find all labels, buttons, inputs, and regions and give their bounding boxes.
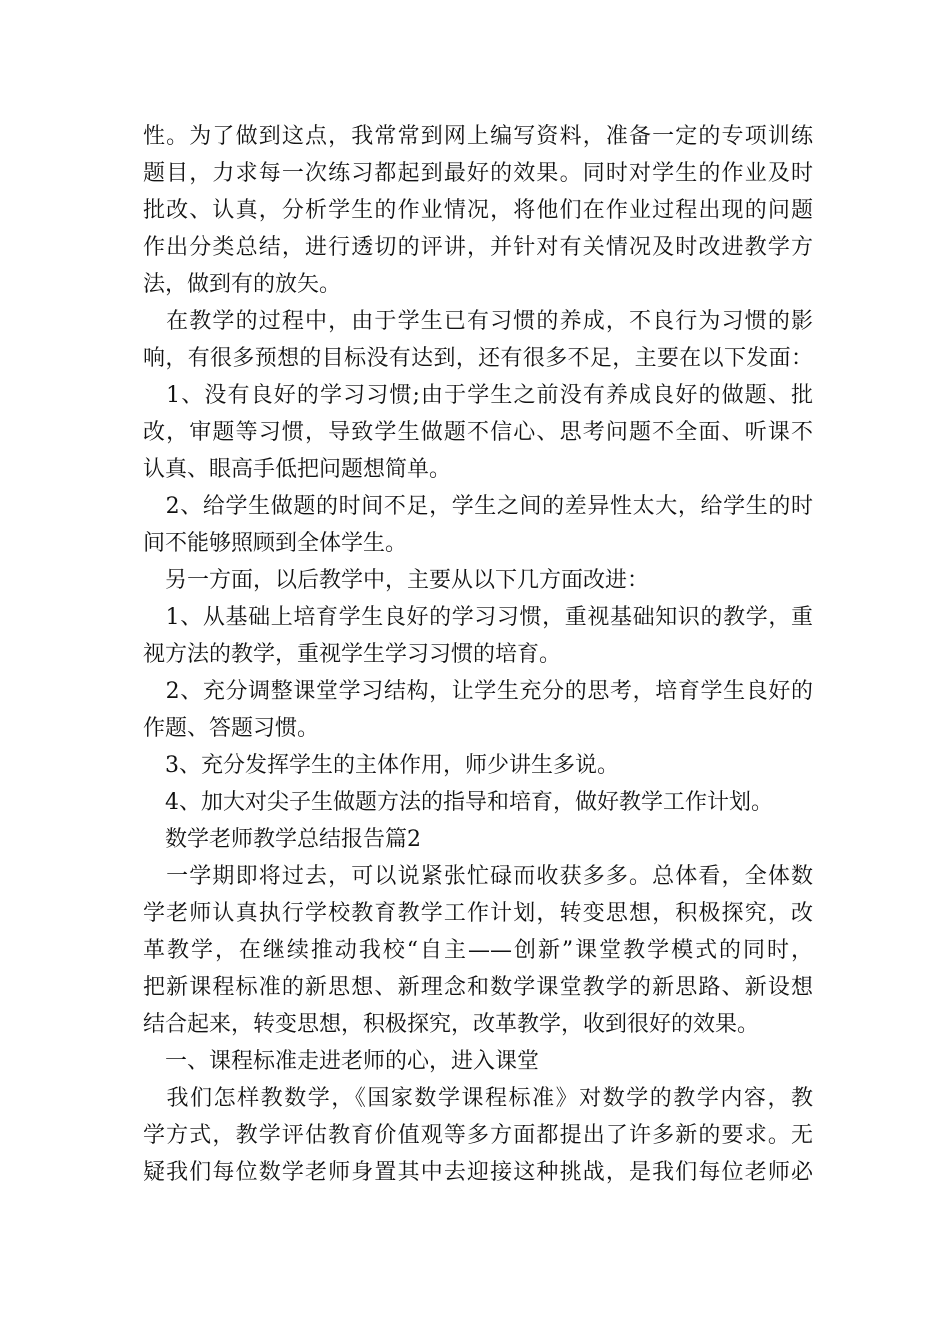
text-line: 间不能够照顾到全体学生。 — [143, 531, 408, 556]
text-line: 作出分类总结，进行透切的评讲，并针对有关情况及时改进教学方 — [143, 235, 813, 260]
text-line: 3、充分发挥学生的主体作用，师少讲生多说。 — [143, 753, 619, 778]
text-line: 另一方面，以后教学中，主要从以下几方面改进： — [143, 568, 650, 593]
text-line: 1、没有良好的学习习惯;由于学生之前没有养成良好的做题、批 — [143, 383, 813, 408]
text-line: 学老师认真执行学校教育教学工作计划，转变思想，积极探究，改 — [143, 901, 813, 926]
text-line: 1、从基础上培育学生良好的学习习惯，重视基础知识的教学，重 — [143, 605, 813, 630]
text-line: 2、给学生做题的时间不足，学生之间的差异性太大，给学生的时 — [143, 494, 813, 519]
text-line: 我们怎样教数学，《国家数学课程标准》对数学的教学内容，教 — [143, 1086, 813, 1111]
text-line: 在教学的过程中，由于学生已有习惯的养成，不良行为习惯的影 — [143, 309, 813, 334]
text-line: 作题、答题习惯。 — [143, 716, 320, 741]
text-line: 批改、认真，分析学生的作业情况，将他们在作业过程出现的问题 — [143, 198, 813, 223]
text-line: 法，做到有的放矢。 — [143, 272, 342, 297]
text-line: 认真、眼高手低把问题想简单。 — [143, 457, 452, 482]
text-line: 题目，力求每一次练习都起到最好的效果。同时对学生的作业及时 — [143, 161, 813, 186]
text-line: 4、加大对尖子生做题方法的指导和培育，做好教学工作计划。 — [143, 790, 773, 815]
document-body — [143, 118, 813, 1191]
text-line: 性。为了做到这点，我常常到网上编写资料，准备一定的专项训练 — [143, 124, 813, 149]
text-line: 响，有很多预想的目标没有达到，还有很多不足，主要在以下发面： — [143, 346, 813, 371]
text-line: 结合起来，转变思想，积极探究，改革教学，收到很好的效果。 — [143, 1012, 760, 1037]
text-line: 2、充分调整课堂学习结构，让学生充分的思考，培育学生良好的 — [143, 679, 813, 704]
subsection-heading: 一、课程标准走进老师的心，进入课堂 — [143, 1049, 540, 1074]
text-line: 把新课程标准的新思想、新理念和数学课堂教学的新思路、新设想 — [143, 975, 813, 1000]
text-line: 改，审题等习惯，导致学生做题不信心、思考问题不全面、听课不 — [143, 420, 813, 445]
text-line: 疑我们每位数学老师身置其中去迎接这种挑战，是我们每位老师必 — [143, 1160, 813, 1185]
text-line: 一学期即将过去，可以说紧张忙碌而收获多多。总体看，全体数 — [143, 864, 813, 889]
section-heading: 数学老师教学总结报告篇2 — [143, 827, 421, 852]
text-line: 学方式，教学评估教育价值观等多方面都提出了许多新的要求。无 — [143, 1123, 813, 1148]
text-line: 视方法的教学，重视学生学习习惯的培育。 — [143, 642, 562, 667]
text-line: 革教学，在继续推动我校“自主——创新”课堂教学模式的同时， — [143, 938, 813, 963]
